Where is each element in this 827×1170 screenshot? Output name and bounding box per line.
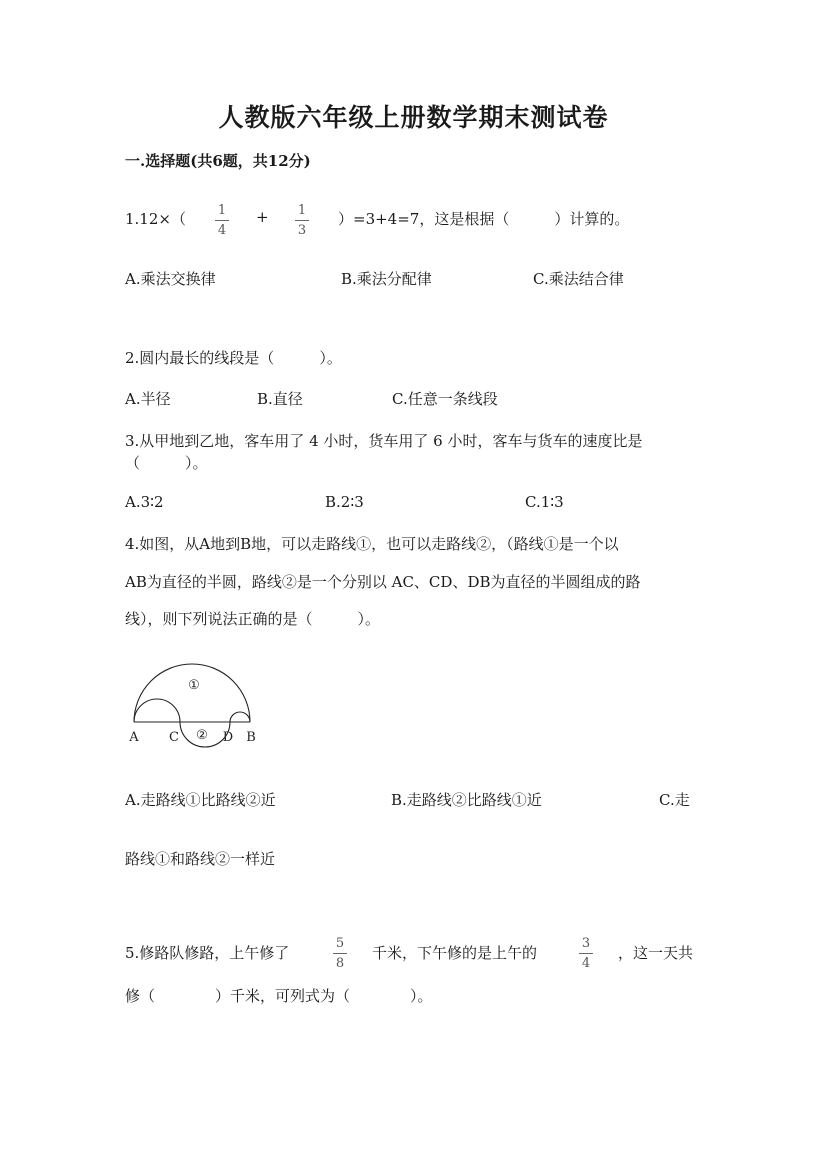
point-c-label: C (169, 730, 179, 745)
q2-option-c: C.任意一条线段 (392, 390, 498, 408)
q5-part-1: 5.修路队修路，上午修了 (125, 944, 290, 962)
point-a-label: A (129, 730, 139, 745)
q2-option-b: B.直径 (257, 390, 303, 408)
route-1-arc (134, 664, 250, 722)
q1-option-a: A.乘法交换律 (125, 270, 216, 288)
q5-part-3: ，这一天共 (618, 944, 694, 962)
q4-option-c: C.走 (659, 791, 690, 809)
route-1-label: ① (188, 678, 200, 693)
q1-fraction-1 (213, 203, 231, 238)
q1-prefix: 1.12×（ (125, 210, 186, 228)
q4-line-3: 线），则下列说法正确的是（ ）。 (125, 610, 381, 628)
fraction-bar (295, 220, 309, 221)
q1-option-b: B.乘法分配律 (341, 270, 432, 288)
q3-line-1: 3.从甲地到乙地，客车用了 4 小时，货车用了 6 小时，客车与货车的速度比是 (125, 432, 643, 450)
q1-frac1-num: 1 (217, 203, 227, 218)
q3-option-b: B.2∶3 (325, 493, 364, 511)
point-b-label: B (246, 730, 256, 745)
semicircle-routes-figure (120, 655, 270, 750)
point-d-label: D (222, 730, 234, 745)
q5-part-2: 千米，下午修的是上午的 (372, 944, 538, 962)
fraction-bar (215, 220, 229, 221)
q4-option-c-continued: 路线①和路线②一样近 (125, 850, 276, 868)
route-2-arc-db (230, 712, 250, 722)
q4-line-1: 4.如图，从A地到B地，可以走路线①，也可以走路线②，（路线①是一个以 (125, 535, 619, 553)
q5-fraction-1 (331, 936, 349, 971)
q5-frac1-den: 8 (335, 956, 345, 971)
q1-suffix: ）=3+4=7，这是根据（ ）计算的。 (338, 210, 630, 228)
q1-plus: + (256, 208, 269, 226)
q5-fraction-2 (577, 936, 595, 971)
q1-frac1-den: 4 (217, 223, 227, 238)
q1-frac2-den: 3 (297, 223, 307, 238)
q5-frac2-den: 4 (581, 956, 591, 971)
q2-option-a: A.半径 (125, 390, 171, 408)
q5-frac2-num: 3 (581, 936, 591, 951)
q4-option-a: A.走路线①比路线②近 (125, 791, 276, 809)
route-2-label: ② (196, 728, 208, 743)
q5-frac1-num: 5 (335, 936, 345, 951)
fraction-bar (333, 953, 347, 954)
q1-frac2-num: 1 (297, 203, 307, 218)
q3-option-a: A.3∶2 (125, 493, 164, 511)
q3-line-2: （ ）。 (125, 454, 208, 472)
page-title: 人教版六年级上册数学期末测试卷 (218, 103, 609, 132)
q5-line-2: 修（ ）千米，可列式为（ ）。 (125, 987, 433, 1005)
q1-option-c: C.乘法结合律 (533, 270, 624, 288)
q2-text: 2.圆内最长的线段是（ ）。 (125, 349, 342, 367)
route-2-arc-ac (134, 699, 180, 722)
section-heading: 一.选择题(共6题，共12分) (125, 152, 311, 170)
q3-option-c: C.1∶3 (525, 493, 564, 511)
q4-line-2: AB为直径的半圆，路线②是一个分别以 AC、CD、DB为直径的半圆组成的路 (125, 573, 641, 591)
fraction-bar (579, 953, 593, 954)
q4-option-b: B.走路线②比路线①近 (391, 791, 542, 809)
q1-fraction-2 (293, 203, 311, 238)
